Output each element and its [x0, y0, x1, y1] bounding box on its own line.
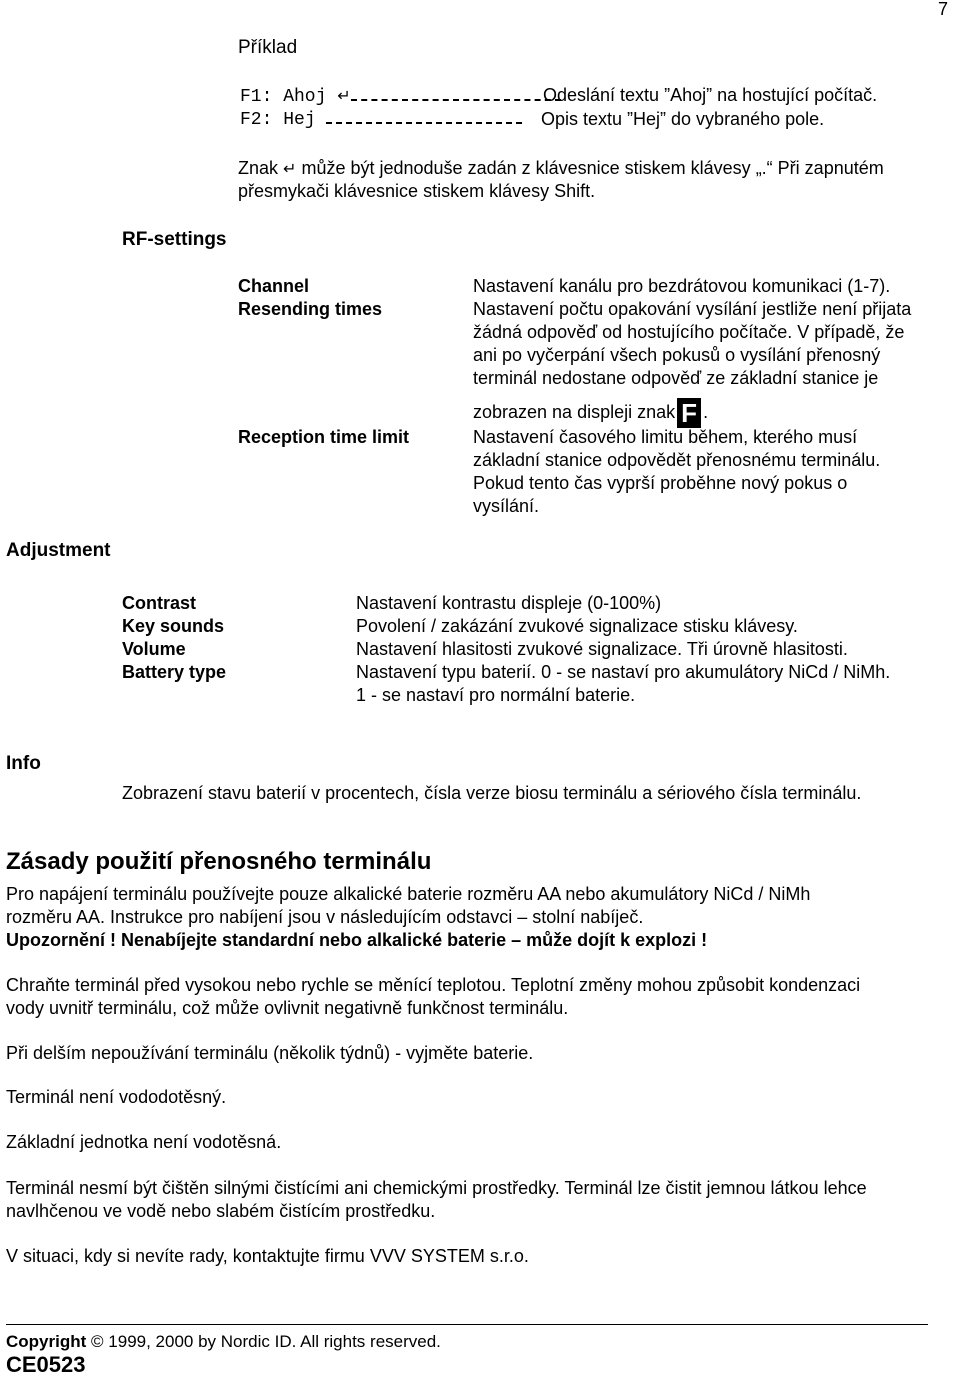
note-text-a: Znak	[238, 158, 279, 178]
enter-key-icon: ↵	[337, 86, 351, 105]
f-display-icon: F	[677, 398, 701, 428]
footer-copyright	[6, 1330, 441, 1353]
f1-description: Odeslání textu ”Ahoj” na hostující počítač.	[543, 85, 878, 105]
f2-description: Opis textu ”Hej” do vybraného pole.	[541, 109, 825, 129]
rules-p6-line1: Terminál nesmí být čištěn silnými čistícími ani chemickými prostředky. Terminál lze čistit jemnou látkou lehce	[6, 1178, 867, 1198]
battery-desc-1: Nastavení typu baterií. 0 - se nastaví pro akumulátory NiCd / NiMh.	[356, 662, 891, 682]
reception-desc-2: základní stanice odpovědět přenosnému terminálu.	[473, 450, 881, 470]
rules-p2-line2: vody uvnitř terminálu, což může ovlivnit negativně funkčnost terminálu.	[6, 998, 569, 1018]
f2-code: F2: Hej	[240, 110, 316, 130]
resending-last-text: zobrazen na displeji znak	[473, 402, 676, 422]
f1-code: F1: Ahoj	[240, 87, 327, 107]
ce-mark: CE0523	[6, 1352, 86, 1377]
rules-p5: Základní jednotka není vodotěsná.	[6, 1132, 282, 1152]
keysounds-label: Key sounds	[122, 616, 225, 636]
rules-p6-line2: navlhčenou ve vodě nebo slabém čistícím prostředku.	[6, 1201, 436, 1221]
copyright-icon: ©	[91, 1332, 104, 1351]
rules-warning: Upozornění ! Nenabíjejte standardní nebo alkalické baterie – může dojít k explozi !	[6, 930, 708, 950]
f1-dash-line	[351, 85, 561, 101]
reception-desc-4: vysílání.	[473, 496, 540, 516]
f1-code-line	[240, 84, 561, 109]
contrast-label: Contrast	[122, 593, 197, 613]
rules-p7: V situaci, kdy si nevíte rady, kontaktujte firmu VVV SYSTEM s.r.o.	[6, 1246, 529, 1266]
resending-desc-5	[473, 398, 708, 428]
channel-label: Channel	[238, 276, 310, 296]
rules-p2-line1: Chraňte terminál před vysokou nebo rychle se měnící teplotou. Teplotní změny mohou způsobit kondenzaci	[6, 975, 861, 995]
example-title: Příklad	[238, 37, 298, 58]
resending-desc-1: Nastavení počtu opakování vysílání jestliže není přijata	[473, 299, 912, 319]
rf-settings-heading: RF-settings	[122, 229, 227, 250]
footer-divider	[6, 1324, 928, 1325]
enter-key-icon: ↵	[283, 159, 297, 178]
page-number: 7	[938, 0, 949, 19]
note-text-b: může být jednoduše zadán z klávesnice stiskem klávesy „.“ Při zapnutém	[301, 158, 884, 178]
resending-last-period: .	[703, 402, 709, 422]
adjustment-heading: Adjustment	[6, 540, 111, 561]
f2-code-line	[240, 108, 522, 132]
channel-desc: Nastavení kanálu pro bezdrátovou komunikaci (1-7).	[473, 276, 891, 296]
volume-desc: Nastavení hlasitosti zvukové signalizace. Tři úrovně hlasitosti.	[356, 639, 848, 659]
keysounds-desc: Povolení / zakázání zvukové signalizace stisku klávesy.	[356, 616, 798, 636]
f2-dash-line	[326, 108, 522, 124]
contrast-desc: Nastavení kontrastu displeje (0-100%)	[356, 593, 662, 613]
rules-heading: Zásady použití přenosného terminálu	[6, 848, 432, 875]
rules-p1-line2: rozměru AA. Instrukce pro nabíjení jsou v následujícím odstavci – stolní nabíječ.	[6, 907, 644, 927]
battery-label: Battery type	[122, 662, 227, 682]
resending-label: Resending times	[238, 299, 383, 319]
info-heading: Info	[6, 753, 41, 774]
resending-desc-2: žádná odpověď od hostujícího počítače. V případě, že	[473, 322, 905, 342]
example-note-line1	[238, 157, 884, 180]
resending-desc-4: terminál nedostane odpověď ze základní stanice je	[473, 368, 879, 388]
reception-desc-1: Nastavení časového limitu během, kterého musí	[473, 427, 858, 447]
rules-p4: Terminál není vododotěsný.	[6, 1087, 227, 1107]
resending-desc-3: ani po vyčerpání všech pokusů o vysílání přenosný	[473, 345, 881, 365]
reception-label: Reception time limit	[238, 427, 410, 447]
rules-p1-line1: Pro napájení terminálu používejte pouze alkalické baterie rozměru AA nebo akumulátory NiCd / NiMh	[6, 884, 811, 904]
reception-desc-3: Pokud tento čas vyprší proběhne nový pokus o	[473, 473, 848, 493]
copyright-label: Copyright	[6, 1332, 87, 1351]
info-desc: Zobrazení stavu baterií v procentech, čísla verze biosu terminálu a sériového čísla terminálu.	[122, 783, 862, 803]
example-note-line2: přesmykači klávesnice stiskem klávesy Shift.	[238, 181, 596, 201]
copyright-text: 1999, 2000 by Nordic ID. All rights reserved.	[108, 1332, 441, 1351]
volume-label: Volume	[122, 639, 186, 659]
rules-p3: Při delším nepoužívání terminálu (několik týdnů) - vyjměte baterie.	[6, 1043, 534, 1063]
battery-desc-2: 1 - se nastaví pro normální baterie.	[356, 685, 636, 705]
